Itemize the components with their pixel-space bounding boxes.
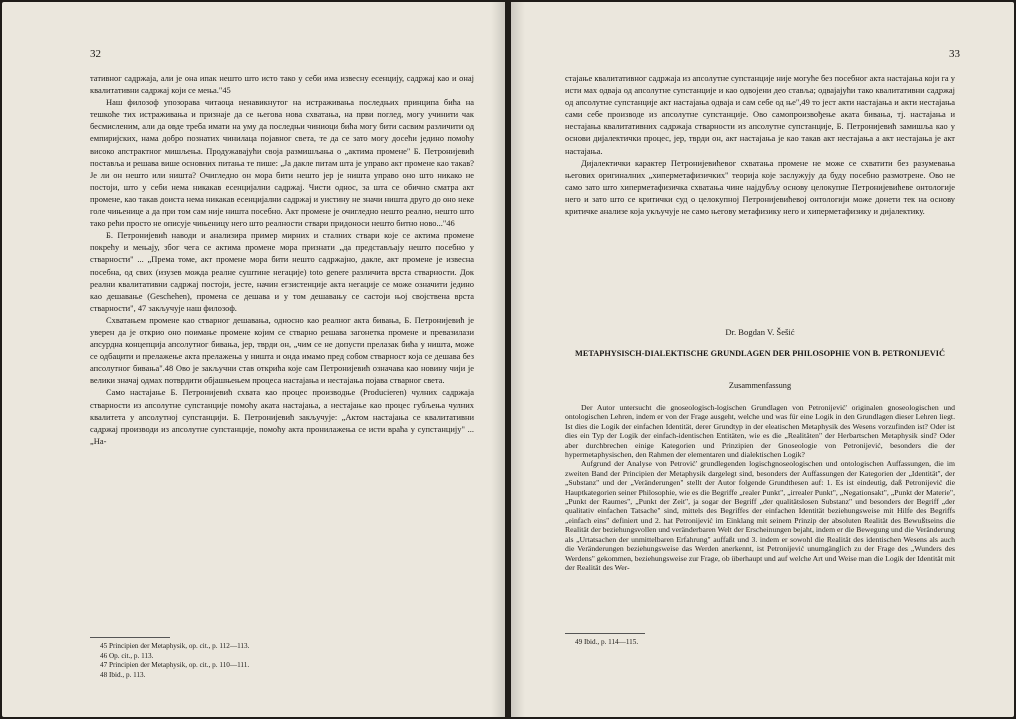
paragraph: Б. Петронијевић наводи и анализира пример мирних и сталних ствари које се актима промене покрећу и мењају, због чега се актима промене мора признати „да представљају нешто посебно у стварности" ... „Према томе, акт промене мора бити нешто садржајно, дакле, акт промене је извесна посебна, од свих (изузев можда реалне суштине негације) toto genere различита врста стварности. Док реални квалитативни садржај постоји, јесте, начин егзистенције акта негације се може означити једино као дешавање (Geschehen), промена се дешава и у том дешавању се састоји њој својствена врста стварности", 47 закључује наш филозоф.	[90, 230, 474, 313]
summary-subheading: Zusammenfassung	[728, 381, 792, 390]
paragraph: тативног садржаја, али је она ипак нешто што исто тако у себи има извесну есенцију, садржај као и онај квалитативни садржај који се мења."45	[90, 73, 474, 96]
footnote: 47 Principien der Metaphysik, op. cit., p. 110—111.	[100, 661, 250, 670]
summary-text	[565, 403, 955, 572]
left-page	[2, 2, 505, 717]
paragraph: Дијалектички карактер Петронијевићевог схватања промене не може се схватити без разумевања његових оригиналних „хиперметафизичких" теорија које заслужују да буду посебно размотрене. Ово не само зато што хиперметафизичка схватања чине најдубљу основу целокупне Петронијевићеве онтологије него и зато што се критички суд о целокупној Петронијевићевој онтологији може донети тек на основу критичке анализе која укључује не само његову метафизику него и хиперметафизику и дијалектику.	[565, 157, 955, 217]
footnote-rule	[565, 633, 645, 634]
footnote: 49 Ibid., p. 114—115.	[575, 638, 639, 646]
body-text	[565, 72, 955, 217]
page-number: 33	[949, 48, 960, 60]
summary-heading: METAPHYSISCH-DIALEKTISCHE GRUNDLAGEN DER PHILOSOPHIE VON B. PETRONIJEVIĆ	[575, 349, 945, 358]
footnote: 48 Ibid., p. 113.	[100, 670, 146, 679]
page-number: 32	[90, 48, 101, 60]
footnotes	[90, 642, 474, 680]
paragraph: Само настајање Б. Петронијевић схвата као процес производње (Producieren) чулних садржаја стварности из апсолутне супстанције помоћу аката настајања, а нестајање као процес губљења чулних квалитета у апсолутној супстанцији. Б. Петронијевић закључује: „Актом настајања се квалитативни садржај производи из апсолутне супстанције, помоћу акта пронилажења се исти враћа у супстанцију" ... „На-	[90, 387, 474, 446]
paragraph: Der Autor untersucht die gnoseologisch-logischen Grundlagen von Petronijević' originalen gnoseologischen und ontologischen Lehren, indem er von der Frage ausgeht, welche und was für eine Logik in den Grundlagen dieser Lehren liegt. Ist dies die Logik der einfachen Identität, derer Grundtyp in der eleatischen Metaphysik des Wesens vorzufinden ist? Oder ist dies ein Typ der Logik der einfach-identischen Entitäten, wie es die „Realitäten" der Herbartschen Metaphysik sind? Oder aber durchbrechen einige Kategorien und Prinzipien der Gnoseologie von Petronijević, besonders die der hypermetaphysischen, den Rahmen der elementaren und dialektischen Logik?	[565, 403, 955, 460]
footnote: 46 Op. cit., p. 113.	[100, 651, 154, 660]
summary-author: Dr. Bogdan V. Šešić	[725, 327, 795, 337]
paragraph: Aufgrund der Analyse von Petrović' grundlegenden logischgnoseologischen und ontologischen Auffassungen, die im zweiten Band der Principien der Metaphysik dargelegt sind, besonders der Auffassungen der Kategorien der „Identität", der „Substanz" und der „Veränderungen" stellt der Autor folgende Grundthesen auf: 1. Es ist eindeutig, daß Petronijević die Hauptkategorien seiner Philosophie, wie es die Begriffe „realer Punkt", „irrealer Punkt", „Negationsakt", „Punkt der Materie", „Punkt der Raumes", „Punkt der Zeit", ja sogar der Begriff „der qualitätslosen Substanz" und besonders der Begriff „der qualitativ einfachen Tatsache" sind, mittels des Begriffes der einfachen Identität beziehungsweise mit Hilfe des Begriffs „einfach eins" definiert und 2. hat Petronijević im Einklang mit seinem Prinzip der absoluten Realität des Bewußtseins die Realität der beziehungsvollen und veränderbaren Welt der Erscheinungen bejaht, indem er die Bewegung und die Veränderung als „Urtatsachen der unmittelbaren Erfahrung" auffaßt und 3. indem er sowohl die Realität des identischen Wesens als auch die Veränderungen beziehungsweise das Werden anerkennt, ist Petronijević unumgänglich zu der Frage des „Wunders des Werdens" gekommen, beziehungsweise zur Frage, ob überhaupt und auf welche Art und Weise man die Logik der Identität mit der Realität des Wer-	[565, 459, 955, 572]
paragraph: стајање квалитативног садржаја из апсолутне супстанције није могуће без посебног акта настајања који га у исти мах одваја од апсолутне супстанције и као одвојени део ставља; одвајајући тако квалитативни садржај од апсолутне супстанције акт настајања одваја и сам себе од ње",49 то јест акти настајања и акти нестајања сами себе производе из апсолутне супстанције. Ово самопроизвођење аката бивања, тј. настајања и нестајања квалитативних садржаја стварности из апсолутне супстанције, Б. Петронијевић замишља као у основи дијалектички процес, јер, тврди он, акт настајања је као такав акт нестајања а акт нестајања је акт настајања.	[565, 73, 955, 156]
gutter-shadow	[491, 2, 505, 717]
footnote: 45 Principien der Metaphysik, op. cit., p. 112—113.	[100, 642, 250, 650]
footnote-rule	[90, 637, 170, 638]
body-text	[90, 72, 474, 447]
gutter-shadow	[511, 2, 525, 717]
paragraph: Схватањем промене као стварног дешавања, односно као реалног акта бивања, Б. Петронијевић је уверен да је открио оно поимање промене којим се стварно решава загонетка промене и превазилази апсурдна концепција апсолутног бивања, јер, тврди он, „чим се не допусти прелазак бића у ништа, може се одбацити и прелажење акта прелажења у ништа и онда имамо пред собом стварност која се дешава без апсолутног бивања".48 Ово је закључни став открића које сам Петронијевић означава као новину чији је велики значај одмах потврдити објашњењем процеса настајања и нестајања појава стварног света.	[90, 314, 474, 386]
right-page	[511, 2, 1014, 717]
paragraph: Наш филозоф упозорава читаоца ненавикнутог на истраживања последњих принципа бића на тешкоће тих истраживања и признаје да се његова нова схватања, на први поглед, могу учинити чак бесмисленим, али да овде треба имати на уму да последњи чиниоци бића могу бити сасвим различити од емпиријских, нама добро познатих чинилаца појавног света, те да се зато могу досећи једино помоћу високо апстрактног мишљења. Продужавајући своја размишљања о „актима промене" Б. Петронијевић поставља и решава више основних питања те пише: „Ја дакле питам шта је управо акт промене као такав? Је ли он нешто или ништа? Очигледно он мора бити нешто јер је ништа управо оно што никако не постоји, што у себи нема никакав есенцијални садржај. Чисти однос, за шта се обично сматра акт промене, као такав доиста нема никакав есенцијални садржај и уистину не значи ништа друго до оно неке голе чињенице а да при том сам није ништа посебно. Акт промене је очигледно нешто реално, нешто што тако рећи просто не описује чињеницу него што реалности ствари придоноси нешто битно ново..."46	[90, 97, 474, 229]
